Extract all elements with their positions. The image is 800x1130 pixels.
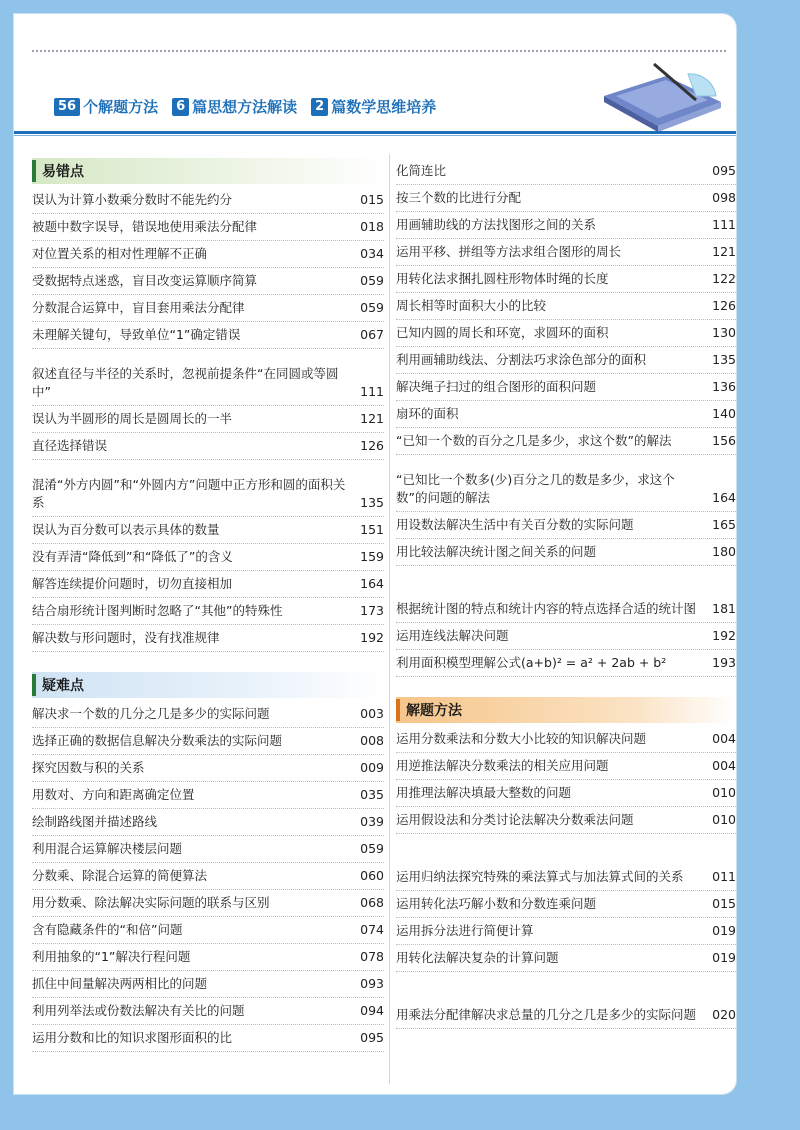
toc-entry-page: 122 — [712, 271, 736, 286]
toc-entry-title: 分数混合运算中，盲目套用乘法分配律 — [32, 300, 245, 315]
toc-entry[interactable] — [396, 158, 736, 185]
banner-num: 2 — [311, 98, 328, 116]
toc-entry-page: 130 — [712, 325, 736, 340]
toc-entry-title: 运用归纳法探究特殊的乘法算式与加法算式间的关系 — [396, 869, 684, 884]
toc-entry[interactable] — [32, 544, 384, 571]
toc-entry[interactable] — [32, 268, 384, 295]
toc-entry-title: 误认为百分数可以表示具体的数量 — [32, 522, 220, 537]
toc-entry-page: 095 — [712, 163, 736, 178]
toc-entry[interactable] — [396, 753, 736, 780]
toc-entry-page: 192 — [360, 630, 384, 645]
toc-entry[interactable] — [396, 834, 736, 891]
toc-entry-title: 含有隐藏条件的“和倍”问题 — [32, 922, 183, 937]
toc-entry-page: 094 — [360, 1003, 384, 1018]
toc-entry-page: 140 — [712, 406, 736, 421]
toc-entry-title: 解决绳子扫过的组合图形的面积问题 — [396, 379, 597, 394]
toc-entry[interactable] — [396, 320, 736, 347]
toc-entry-page: 165 — [712, 517, 736, 532]
section-title: 疑难点 — [42, 678, 84, 694]
toc-entry-title: 没有弄清“降低到”和“降低了”的含义 — [32, 549, 233, 564]
toc-entry-page: 059 — [360, 841, 384, 856]
toc-entry[interactable] — [32, 625, 384, 652]
toc-entry-title: 用设数法解决生活中有关百分数的实际问题 — [396, 517, 634, 532]
mistakes-list — [32, 187, 384, 652]
toc-entry-page: 060 — [360, 868, 384, 883]
methods-list — [396, 726, 736, 1029]
toc-entry-page: 193 — [712, 655, 736, 670]
toc-entry[interactable] — [396, 374, 736, 401]
toc-entry-page: 034 — [360, 246, 384, 261]
banner-num: 56 — [54, 98, 80, 116]
toc-entry[interactable] — [396, 455, 736, 512]
toc-entry[interactable] — [32, 322, 384, 349]
toc-entry-title: 运用分数乘法和分数大小比较的知识解决问题 — [396, 731, 647, 746]
toc-entry-title: 用乘法分配律解决求总量的几分之几是多少的实际问题 — [396, 1007, 697, 1022]
toc-entry[interactable] — [32, 863, 384, 890]
toc-entry-title: 周长相等时面积大小的比较 — [396, 298, 547, 313]
toc-entry[interactable] — [396, 293, 736, 320]
toc-entry[interactable] — [32, 998, 384, 1025]
toc-entry-page: 151 — [360, 522, 384, 537]
toc-entry-page: 004 — [712, 758, 736, 773]
toc-entry-page: 018 — [360, 219, 384, 234]
toc-entry-page: 067 — [360, 327, 384, 342]
toc-entry-title: 运用连线法解决问题 — [396, 628, 509, 643]
toc-entry[interactable] — [32, 701, 384, 728]
toc-entry[interactable] — [396, 918, 736, 945]
toc-entry[interactable] — [32, 187, 384, 214]
toc-entry-title: 用比较法解决统计图之间关系的问题 — [396, 544, 597, 559]
toc-entry[interactable] — [32, 755, 384, 782]
toc-entry-title: 结合扇形统计图判断时忽略了“其他”的特殊性 — [32, 603, 283, 618]
toc-entry-title: 用转化法求捆扎圆柱形物体时绳的长度 — [396, 271, 609, 286]
toc-entry-page: 059 — [360, 300, 384, 315]
right-column — [396, 158, 736, 1029]
toc-entry-title: 化简连比 — [396, 163, 447, 178]
toc-entry[interactable] — [396, 650, 736, 677]
banner-seg-1 — [54, 96, 158, 117]
toc-entry-page: 136 — [712, 379, 736, 394]
toc-entry-title: 用推理法解决填最大整数的问题 — [396, 785, 572, 800]
toc-entry-page: 008 — [360, 733, 384, 748]
header-rule-thin — [14, 135, 736, 136]
toc-entry[interactable] — [396, 512, 736, 539]
section-header-difficult — [32, 672, 384, 698]
banner-text: 个解题方法 — [83, 98, 159, 116]
toc-entry[interactable] — [396, 401, 736, 428]
banner-seg-3 — [311, 96, 436, 117]
toc-entry-page: 156 — [712, 433, 736, 448]
toc-entry-page: 111 — [712, 217, 736, 232]
toc-entry-page: 003 — [360, 706, 384, 721]
toc-entry-title: 分数乘、除混合运算的简便算法 — [32, 868, 208, 883]
toc-entry-title: 利用面积模型理解公式(a+b)² = a² + 2ab + b² — [396, 655, 667, 670]
toc-entry-page: 010 — [712, 812, 736, 827]
toc-entry-page: 126 — [360, 438, 384, 453]
toc-entry-title: 混淆“外方内圆”和“外圆内方”问题中正方形和圆的面积关系 — [32, 477, 346, 510]
toc-entry[interactable] — [396, 212, 736, 239]
toc-entry[interactable] — [396, 239, 736, 266]
toc-entry-page: 009 — [360, 760, 384, 775]
toc-entry-title: 被题中数字误导，错误地使用乘法分配律 — [32, 219, 258, 234]
toc-entry-title: 抓住中间量解决两两相比的问题 — [32, 976, 208, 991]
toc-entry-title: 解答连续提价问题时，切勿直接相加 — [32, 576, 233, 591]
toc-entry[interactable] — [32, 214, 384, 241]
toc-entry-title: 按三个数的比进行分配 — [396, 190, 522, 205]
toc-entry[interactable] — [32, 517, 384, 544]
toc-entry[interactable] — [32, 460, 384, 517]
toc-entry[interactable] — [396, 945, 736, 972]
toc-entry-page: 164 — [712, 490, 736, 505]
toc-entry-page: 111 — [360, 384, 384, 399]
toc-entry-title: “已知比一个数多(少)百分之几的数是多少，求这个数”的问题的解法 — [396, 472, 675, 505]
toc-entry[interactable] — [32, 944, 384, 971]
toc-entry-page: 074 — [360, 922, 384, 937]
toc-entry[interactable] — [32, 971, 384, 998]
toc-entry-title: 根据统计图的特点和统计内容的特点选择合适的统计图 — [396, 601, 697, 616]
toc-entry-page: 010 — [712, 785, 736, 800]
toc-entry-title: 扇环的面积 — [396, 406, 459, 421]
toc-entry[interactable] — [396, 807, 736, 834]
toc-entry-title: 利用列举法或份数法解决有关比的问题 — [32, 1003, 245, 1018]
toc-entry[interactable] — [396, 428, 736, 455]
toc-entry-page: 068 — [360, 895, 384, 910]
toc-entry-title: 受数据特点迷惑，盲目改变运算顺序简算 — [32, 273, 258, 288]
toc-entry[interactable] — [32, 571, 384, 598]
toc-entry-page: 121 — [712, 244, 736, 259]
left-column — [32, 158, 384, 1052]
toc-entry-title: 叙述直径与半径的关系时，忽视前提条件“在同圆或等圆中” — [32, 366, 339, 399]
toc-entry-title: 利用混合运算解决楼层问题 — [32, 841, 183, 856]
toc-entry-page: 173 — [360, 603, 384, 618]
toc-entry-title: 对位置关系的相对性理解不正确 — [32, 246, 208, 261]
toc-entry-page: 192 — [712, 628, 736, 643]
toc-entry-page: 020 — [712, 1007, 736, 1022]
toc-entry-title: 直径选择错误 — [32, 438, 108, 453]
toc-entry-page: 019 — [712, 950, 736, 965]
toc-entry-page: 059 — [360, 273, 384, 288]
toc-entry-title: 利用抽象的“1”解决行程问题 — [32, 949, 191, 964]
banner — [54, 96, 450, 117]
toc-entry[interactable] — [32, 598, 384, 625]
banner-num: 6 — [172, 98, 189, 116]
toc-entry-title: 解决数与形问题时，没有找准规律 — [32, 630, 220, 645]
toc-entry-page: 078 — [360, 949, 384, 964]
difficult-list — [32, 701, 384, 1052]
toc-entry[interactable] — [396, 972, 736, 1029]
toc-entry[interactable] — [396, 891, 736, 918]
toc-entry-title: 误认为半圆形的周长是圆周长的一半 — [32, 411, 233, 426]
banner-seg-2 — [172, 96, 297, 117]
toc-entry[interactable] — [32, 917, 384, 944]
top-dotted-line — [32, 50, 726, 52]
banner-text: 篇思想方法解读 — [192, 98, 298, 116]
header-rule — [14, 131, 736, 134]
toc-entry-title: 探究因数与积的关系 — [32, 760, 145, 775]
toc-entry-title: 已知内圆的周长和环宽，求圆环的面积 — [396, 325, 609, 340]
toc-entry[interactable] — [32, 836, 384, 863]
toc-entry-title: 解决求一个数的几分之几是多少的实际问题 — [32, 706, 270, 721]
toc-entry[interactable] — [32, 349, 384, 406]
toc-entry[interactable] — [396, 566, 736, 623]
toc-entry[interactable] — [396, 185, 736, 212]
toc-entry-page: 181 — [712, 601, 736, 616]
toc-entry-title: “已知一个数的百分之几是多少，求这个数”的解法 — [396, 433, 672, 448]
toc-entry-title: 利用画辅助线法、分割法巧求涂色部分的面积 — [396, 352, 647, 367]
toc-entry-page: 011 — [712, 869, 736, 884]
toc-entry-page: 121 — [360, 411, 384, 426]
toc-entry-page: 098 — [712, 190, 736, 205]
toc-entry-title: 用转化法解决复杂的计算问题 — [396, 950, 559, 965]
toc-entry[interactable] — [396, 347, 736, 374]
toc-entry-title: 误认为计算小数乘分数时不能先约分 — [32, 192, 233, 207]
toc-entry-title: 选择正确的数据信息解决分数乘法的实际问题 — [32, 733, 283, 748]
toc-entry-page: 164 — [360, 576, 384, 591]
toc-entry-title: 用逆推法解决分数乘法的相关应用问题 — [396, 758, 609, 773]
toc-entry[interactable] — [396, 266, 736, 293]
toc-entry-page: 135 — [360, 495, 384, 510]
toc-entry[interactable] — [32, 241, 384, 268]
toc-entry-page: 015 — [712, 896, 736, 911]
section-header-mistakes — [32, 158, 384, 184]
toc-entry[interactable] — [32, 1025, 384, 1052]
toc-entry-page: 039 — [360, 814, 384, 829]
toc-entry-page: 035 — [360, 787, 384, 802]
toc-entry[interactable] — [396, 539, 736, 566]
toc-entry-page: 015 — [360, 192, 384, 207]
toc-entry[interactable] — [396, 780, 736, 807]
toc-entry-page: 004 — [712, 731, 736, 746]
toc-entry-title: 运用转化法巧解小数和分数连乘问题 — [396, 896, 597, 911]
toc-entry[interactable] — [32, 406, 384, 433]
toc-entry-title: 运用假设法和分类讨论法解决分数乘法问题 — [396, 812, 634, 827]
toc-entry-page: 159 — [360, 549, 384, 564]
toc-entry[interactable] — [32, 728, 384, 755]
toc-entry[interactable] — [32, 433, 384, 460]
toc-entry-title: 用画辅助线的方法找图形之间的关系 — [396, 217, 597, 232]
book-pen-illustration — [596, 56, 726, 136]
section-header-methods — [396, 697, 736, 723]
toc-entry-title: 未理解关键句，导致单位“1”确定错误 — [32, 327, 241, 342]
toc-entry-page: 180 — [712, 544, 736, 559]
difficult-list-continued — [396, 158, 736, 677]
toc-entry-page: 135 — [712, 352, 736, 367]
toc-entry-title: 绘制路线图并描述路线 — [32, 814, 158, 829]
toc-entry-title: 用分数乘、除法解决实际问题的联系与区别 — [32, 895, 270, 910]
toc-entry[interactable] — [32, 809, 384, 836]
toc-entry[interactable] — [32, 782, 384, 809]
toc-entry[interactable] — [396, 623, 736, 650]
banner-text: 篇数学思维培养 — [331, 98, 437, 116]
section-title: 解题方法 — [406, 703, 462, 719]
toc-entry-page: 093 — [360, 976, 384, 991]
toc-entry-title: 运用分数和比的知识求图形面积的比 — [32, 1030, 233, 1045]
toc-entry-title: 运用平移、拼组等方法求组合图形的周长 — [396, 244, 622, 259]
toc-entry-page: 095 — [360, 1030, 384, 1045]
toc-entry-title: 运用拆分法进行简便计算 — [396, 923, 534, 938]
toc-entry[interactable] — [396, 726, 736, 753]
toc-entry-page: 126 — [712, 298, 736, 313]
toc-entry-page: 019 — [712, 923, 736, 938]
toc-page — [14, 14, 736, 1094]
toc-entry[interactable] — [32, 295, 384, 322]
column-divider — [389, 154, 390, 1084]
section-title: 易错点 — [42, 164, 84, 180]
toc-entry-title: 用数对、方向和距离确定位置 — [32, 787, 195, 802]
toc-entry[interactable] — [32, 890, 384, 917]
